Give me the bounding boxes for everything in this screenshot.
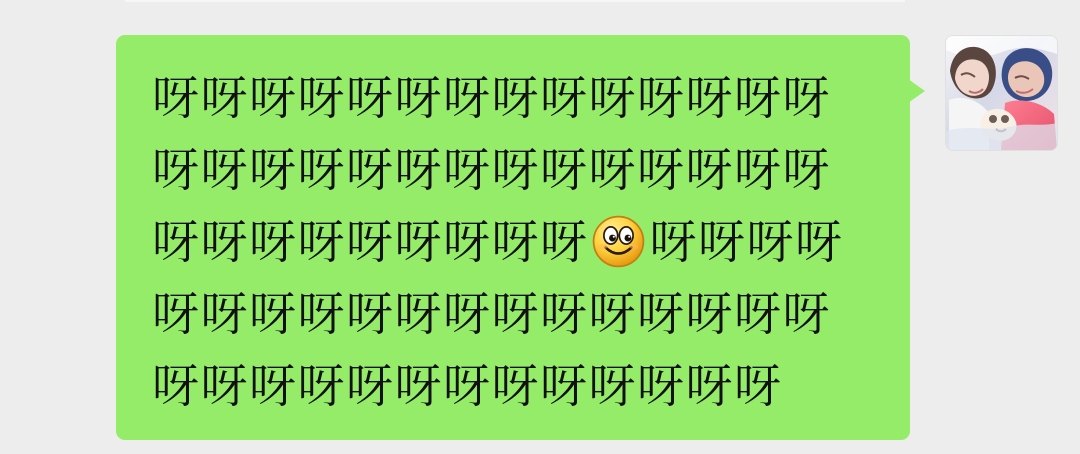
smile-emoji-icon xyxy=(591,214,646,269)
message-text[interactable] xyxy=(152,63,896,423)
message-line-3-before-emoji: 呀呀呀呀呀呀呀呀呀 xyxy=(152,215,589,270)
message-bubble-tail xyxy=(908,79,925,103)
message-line-4: 呀呀呀呀呀呀呀呀呀呀呀呀呀呀 xyxy=(152,287,831,342)
message-line-1: 呀呀呀呀呀呀呀呀呀呀呀呀呀呀 xyxy=(152,71,831,126)
message-bubble[interactable] xyxy=(116,35,910,440)
user-avatar[interactable] xyxy=(946,36,1057,150)
message-line-3-after-emoji: 呀呀呀呀 xyxy=(649,215,844,270)
message-line-5: 呀呀呀呀呀呀呀呀呀呀呀呀呀 xyxy=(152,359,783,414)
message-line-3 xyxy=(152,207,896,279)
user-avatar-photo-icon xyxy=(946,36,1057,150)
message-line-2: 呀呀呀呀呀呀呀呀呀呀呀呀呀呀 xyxy=(152,143,831,198)
